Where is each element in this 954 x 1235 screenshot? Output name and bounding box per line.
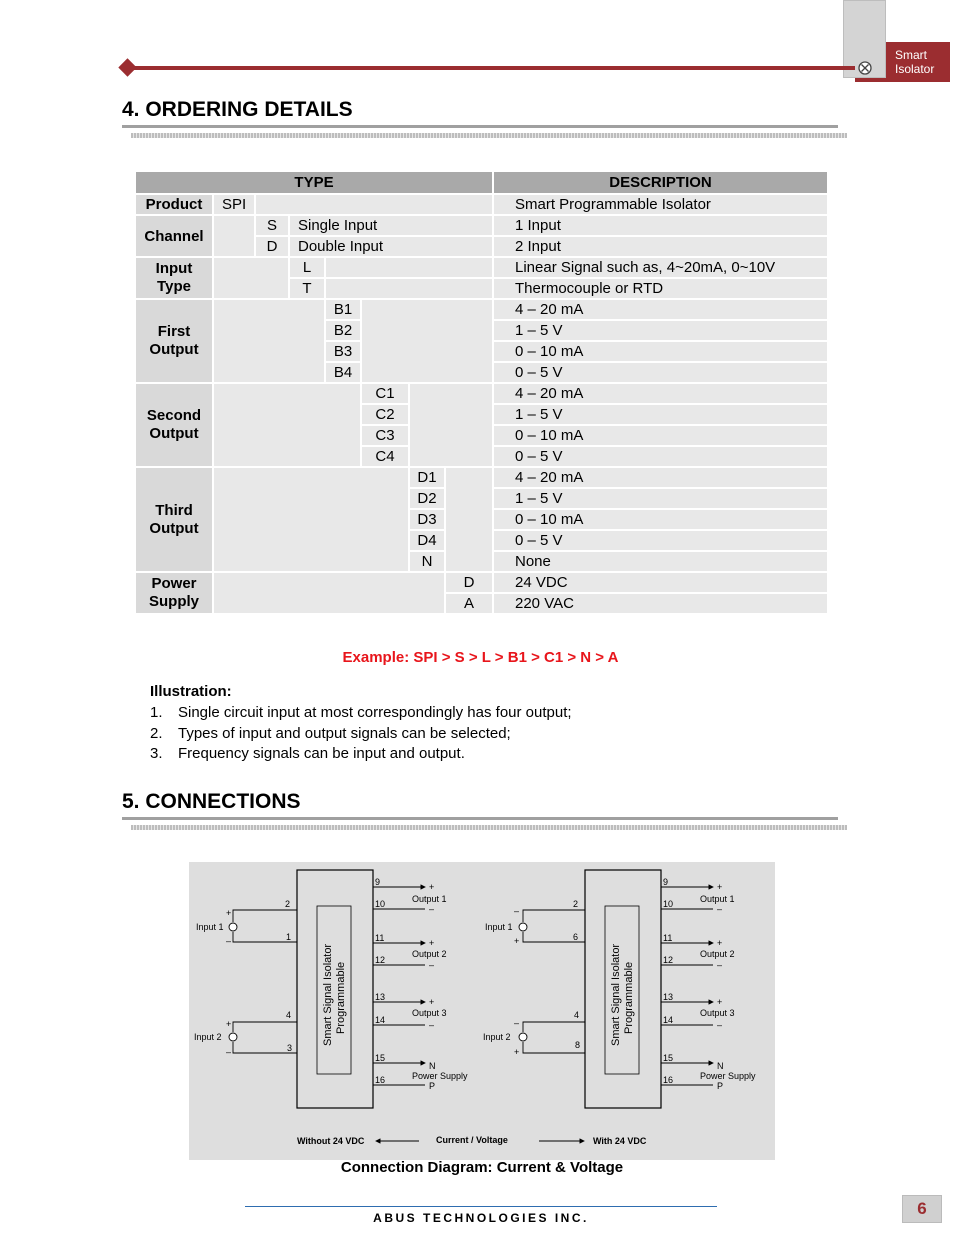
third-output-desc: None [493, 551, 828, 572]
section-rule [122, 125, 838, 128]
input2-source-icon [519, 1033, 527, 1041]
svg-text:Output 2: Output 2 [700, 949, 735, 959]
power-supply-code: D [445, 572, 493, 593]
second-output-desc: 0 – 10 mA [493, 425, 828, 446]
product-code: SPI [213, 194, 255, 215]
table-row [135, 467, 828, 488]
list-item: 3. Frequency signals can be input and output. [150, 745, 465, 762]
col-type-header: TYPE [135, 171, 493, 194]
channel-code: S [255, 215, 289, 236]
svg-text:Output 3: Output 3 [700, 1008, 735, 1018]
col-description-header: DESCRIPTION [493, 171, 828, 194]
svg-text:P: P [429, 1081, 436, 1091]
svg-text:N: N [429, 1061, 436, 1071]
svg-text:9: 9 [663, 877, 669, 887]
input-type-code: T [289, 278, 325, 299]
svg-text:Input 1: Input 1 [196, 922, 224, 932]
svg-text:+: + [429, 882, 435, 892]
third-output-code: D4 [409, 530, 445, 551]
input1-source-icon [519, 923, 527, 931]
svg-text:15: 15 [375, 1053, 386, 1063]
second-output-code: C3 [361, 425, 409, 446]
close-circle-icon [857, 60, 873, 76]
svg-text:Output 1: Output 1 [412, 894, 447, 904]
svg-text:14: 14 [663, 1015, 674, 1025]
svg-text:3: 3 [287, 1043, 293, 1053]
power-supply-label: Power Supply [135, 572, 213, 614]
second-output-desc: 1 – 5 V [493, 404, 828, 425]
header-badge-line1: Smart [895, 48, 928, 62]
third-output-desc: 1 – 5 V [493, 488, 828, 509]
input1-source-icon [229, 923, 237, 931]
svg-text:2: 2 [573, 899, 579, 909]
svg-text:–: – [429, 1020, 435, 1030]
with-24vdc-label: With 24 VDC [593, 1136, 647, 1146]
svg-text:Input 1: Input 1 [485, 922, 513, 932]
svg-text:14: 14 [375, 1015, 386, 1025]
footer-rule [245, 1206, 717, 1207]
third-output-code: D2 [409, 488, 445, 509]
svg-text:11: 11 [663, 933, 673, 943]
second-output-desc: 4 – 20 mA [493, 383, 828, 404]
svg-text:Programmable: Programmable [335, 961, 347, 1034]
without-24vdc-label: Without 24 VDC [297, 1136, 365, 1146]
third-output-desc: 0 – 10 mA [493, 509, 828, 530]
svg-text:Input 2: Input 2 [483, 1032, 511, 1042]
module-label-right: Smart Signal Isolator [610, 943, 622, 1046]
header-badge [886, 42, 950, 82]
svg-text:+: + [429, 938, 435, 948]
svg-text:–: – [429, 904, 435, 914]
svg-text:Output 3: Output 3 [412, 1008, 447, 1018]
svg-text:+: + [717, 997, 723, 1007]
svg-text:12: 12 [663, 955, 674, 965]
first-output-desc: 4 – 20 mA [493, 299, 828, 320]
svg-text:+: + [717, 938, 723, 948]
list-item: 1. Single circuit input at most correspondingly has four output; [150, 704, 572, 721]
first-output-desc: 0 – 10 mA [493, 341, 828, 362]
header-rule [129, 66, 855, 70]
first-output-desc: 0 – 5 V [493, 362, 828, 383]
svg-text:4: 4 [574, 1010, 580, 1020]
table-header-row [135, 171, 828, 194]
first-output-code: B2 [325, 320, 361, 341]
channel-code: D [255, 236, 289, 257]
input-type-label: Input Type [135, 257, 213, 299]
ordering-example: Example: SPI > S > L > B1 > C1 > N > A [342, 649, 619, 666]
first-output-code: B3 [325, 341, 361, 362]
svg-text:12: 12 [375, 955, 386, 965]
first-output-code: B1 [325, 299, 361, 320]
second-output-code: C1 [361, 383, 409, 404]
svg-text:9: 9 [375, 877, 381, 887]
svg-text:–: – [717, 1020, 723, 1030]
current-voltage-label: Current / Voltage [436, 1135, 508, 1145]
input-type-code: L [289, 257, 325, 278]
third-output-desc: 4 – 20 mA [493, 467, 828, 488]
channel-name: Single Input [289, 215, 493, 236]
channel-desc: 1 Input [493, 215, 828, 236]
list-item: 2. Types of input and output signals can be selected; [150, 725, 511, 742]
second-output-code: C2 [361, 404, 409, 425]
third-output-code: D3 [409, 509, 445, 530]
second-output-code: C4 [361, 446, 409, 467]
product-label: Product [135, 194, 213, 215]
svg-text:2: 2 [285, 899, 291, 909]
first-output-desc: 1 – 5 V [493, 320, 828, 341]
input2-source-icon [229, 1033, 237, 1041]
svg-text:Power Supply: Power Supply [700, 1071, 756, 1081]
svg-text:P: P [717, 1081, 724, 1091]
svg-text:+: + [717, 882, 723, 892]
channel-label: Channel [135, 215, 213, 257]
svg-text:–: – [514, 1018, 520, 1028]
svg-text:8: 8 [575, 1040, 581, 1050]
section-rule-shadow [131, 825, 847, 830]
section-title-connections: 5. CONNECTIONS [122, 790, 301, 813]
product-desc: Smart Programmable Isolator [493, 194, 828, 215]
svg-text:10: 10 [663, 899, 674, 909]
svg-text:15: 15 [663, 1053, 674, 1063]
svg-text:10: 10 [375, 899, 386, 909]
header-badge-line2: Isolator [895, 62, 935, 76]
svg-text:Output 1: Output 1 [700, 894, 735, 904]
table-row [135, 299, 828, 320]
table-row [135, 215, 828, 236]
input-type-desc: Thermocouple or RTD [493, 278, 828, 299]
svg-text:–: – [226, 1047, 232, 1057]
svg-text:16: 16 [663, 1075, 674, 1085]
third-output-code: D1 [409, 467, 445, 488]
power-supply-desc: 220 VAC [493, 593, 828, 614]
section-rule-shadow [131, 133, 847, 138]
header-diamond-icon [118, 58, 136, 76]
section-rule [122, 817, 838, 820]
svg-text:Power Supply: Power Supply [412, 1071, 468, 1081]
svg-text:16: 16 [375, 1075, 386, 1085]
svg-text:Programmable: Programmable [623, 961, 635, 1034]
third-output-desc: 0 – 5 V [493, 530, 828, 551]
table-row [135, 257, 828, 278]
svg-text:6: 6 [573, 932, 579, 942]
second-output-label: Second Output [135, 383, 213, 467]
module-label-left: Smart Signal Isolator [322, 943, 334, 1046]
svg-text:4: 4 [286, 1010, 292, 1020]
svg-text:1: 1 [286, 932, 292, 942]
illustration-title: Illustration: [150, 683, 232, 700]
channel-name: Double Input [289, 236, 493, 257]
svg-text:13: 13 [375, 992, 386, 1002]
svg-text:–: – [717, 904, 723, 914]
power-supply-desc: 24 VDC [493, 572, 828, 593]
power-supply-code: A [445, 593, 493, 614]
svg-text:+: + [429, 997, 435, 1007]
table-row [135, 572, 828, 593]
header-rule-end [855, 78, 886, 82]
channel-desc: 2 Input [493, 236, 828, 257]
ordering-table [134, 170, 829, 615]
svg-text:+: + [514, 936, 520, 946]
svg-text:11: 11 [375, 933, 385, 943]
svg-text:–: – [226, 936, 232, 946]
svg-text:+: + [514, 1047, 520, 1057]
svg-text:+: + [226, 1019, 232, 1029]
svg-text:+: + [226, 908, 232, 918]
table-row [135, 194, 828, 215]
svg-text:13: 13 [663, 992, 674, 1002]
first-output-label: First Output [135, 299, 213, 383]
page-number: 6 [902, 1195, 942, 1223]
svg-text:–: – [514, 906, 520, 916]
svg-text:–: – [717, 960, 723, 970]
third-output-label: Third Output [135, 467, 213, 572]
first-output-code: B4 [325, 362, 361, 383]
connection-diagram-svg [189, 862, 775, 1160]
second-output-desc: 0 – 5 V [493, 446, 828, 467]
third-output-code: N [409, 551, 445, 572]
input-type-desc: Linear Signal such as, 4~20mA, 0~10V [493, 257, 828, 278]
table-row [135, 383, 828, 404]
connection-diagram [189, 862, 775, 1160]
section-title-ordering: 4. ORDERING DETAILS [122, 98, 353, 121]
svg-text:N: N [717, 1061, 724, 1071]
svg-text:Input 2: Input 2 [194, 1032, 222, 1042]
footer-company: ABUS TECHNOLOGIES INC. [373, 1211, 589, 1225]
diagram-caption: Connection Diagram: Current & Voltage [340, 1159, 624, 1176]
svg-text:–: – [429, 960, 435, 970]
svg-text:Output 2: Output 2 [412, 949, 447, 959]
